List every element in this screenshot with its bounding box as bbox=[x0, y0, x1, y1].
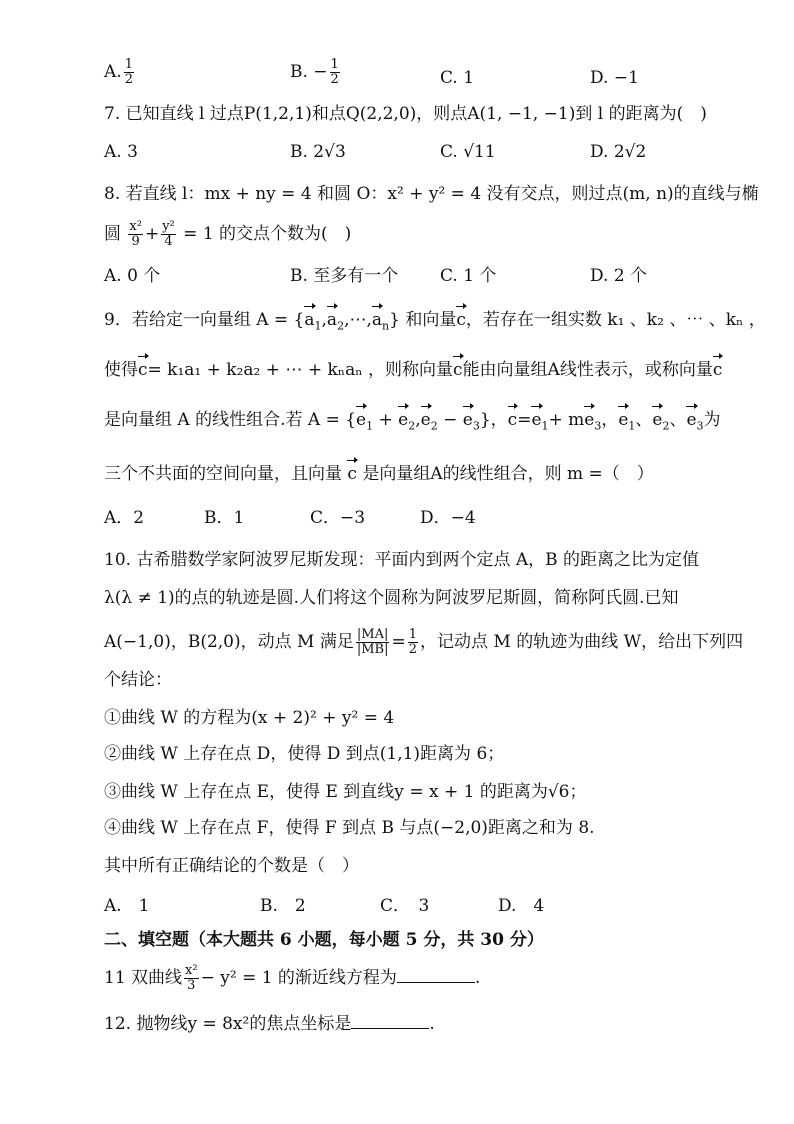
q6-option-a[interactable]: A. $\frac{1}{2}$ bbox=[104, 57, 133, 87]
q8-stem-line-1: 8. 若直线 l：mx + ny = 4 和圆 O：x² + y² = 4 没有交点，则过点(m, n)的直线与椭 bbox=[104, 184, 759, 204]
fraction-ma-mb: $\frac{|MA|}{|MB|}$ bbox=[356, 627, 389, 657]
q10-option-b[interactable]: B. 2 bbox=[260, 896, 306, 916]
q11-stem: 11 双曲线 $\frac{\text{x²}}{3}$ − y² = 1 的渐近线方程为 . bbox=[104, 963, 481, 993]
q10-question: 其中所有正确结论的个数是（ ） bbox=[104, 856, 359, 876]
q9-options bbox=[104, 506, 724, 546]
q9-line-1: 9．若给定一向量组 $A = \{a_1,a_2,\cdots,a_n\}$ 和向量c，若存在一组实数 k₁ 、k₂ 、⋯ 、kₙ ， bbox=[104, 310, 766, 333]
q10-line-3: A(−1,0)，B(2,0)，动点 M 满足 $\frac{|MA|}{|MB|}$ = $\frac{1}{2}$ ，记动点 M 的轨迹为曲线 W，给出下列四 bbox=[104, 627, 744, 657]
q8-option-d[interactable]: D. 2 个 bbox=[590, 266, 648, 286]
q10-line-1: 10. 古希腊数学家阿波罗尼斯发现：平面内到两个定点 A，B 的距离之比为定值 bbox=[104, 550, 700, 570]
q7-stem: 7. 已知直线 l 过点P(1,2,1)和点Q(2,2,0)，则点A(1, −1, −1)到 l 的距离为( ) bbox=[104, 104, 707, 124]
fraction-y2-4: $\frac{\text{y²}}{4}$ bbox=[162, 219, 175, 249]
q10-conclusion-2: ②曲线 W 上存在点 D，使得 D 到点(1,1)距离为 6； bbox=[104, 744, 505, 764]
q6-option-b[interactable]: B. − $\frac{1}{2}$ bbox=[290, 57, 339, 87]
q10-conclusion-1: ①曲线 W 的方程为(x + 2)² + y² = 4 bbox=[104, 708, 395, 728]
q10-conclusion-3: ③曲线 W 上存在点 E，使得 E 到直线y = x + 1 的距离为√6； bbox=[104, 782, 587, 802]
q12-stem: 12. 抛物线y = 8x²的焦点坐标是 . bbox=[104, 1014, 435, 1034]
q7-option-a[interactable]: A. 3 bbox=[104, 142, 138, 162]
q6-option-c[interactable]: C. 1 bbox=[440, 68, 475, 88]
q7-option-b[interactable]: B. 2√3 bbox=[290, 142, 346, 162]
fraction-x2-9: $\frac{\text{x²}}{9}$ bbox=[129, 219, 142, 249]
fraction: $\frac{1}{2}$ bbox=[124, 57, 133, 87]
fraction-x2-3: $\frac{\text{x²}}{3}$ bbox=[185, 963, 198, 993]
q9-line-3: 是向量组 A 的线性组合.若 $A = \{e_1 + e_2,e_2 - e_3\}$，$c=e_1+ me_3$，$e_1$、$e_2$、$e_3$为 bbox=[104, 410, 721, 433]
q8-option-b[interactable]: B. 至多有一个 bbox=[290, 266, 399, 286]
q8-stem-line-2: 圆 $\frac{\text{x²}}{9}$ + $\frac{\text{y²}}{4}$ = 1 的交点个数为( ) bbox=[104, 219, 352, 249]
q9-option-c[interactable]: C．−3 bbox=[310, 508, 366, 528]
q9-option-b[interactable]: B．1 bbox=[204, 508, 245, 528]
q7-option-c[interactable]: C. √11 bbox=[440, 142, 496, 162]
q8-option-a[interactable]: A. 0 个 bbox=[104, 266, 161, 286]
q10-line-2: λ(λ ≠ 1)的点的轨迹是圆.人们将这个圆称为阿波罗尼斯圆，简称阿氏圆.已知 bbox=[104, 588, 679, 608]
q12-answer-blank[interactable] bbox=[351, 1014, 429, 1029]
q10-option-d[interactable]: D. 4 bbox=[498, 896, 545, 916]
q9-line-4: 三个不共面的空间向量，且向量 c 是向量组A的线性组合，则 m =（ ） bbox=[104, 464, 654, 484]
q10-line-4: 个结论： bbox=[104, 670, 172, 690]
q6-option-d[interactable]: D. −1 bbox=[590, 68, 639, 88]
q8-option-c[interactable]: C. 1 个 bbox=[440, 266, 497, 286]
q10-option-a[interactable]: A. 1 bbox=[104, 896, 150, 916]
q6-options bbox=[104, 58, 724, 98]
q11-answer-blank[interactable] bbox=[397, 968, 475, 983]
fraction-one-half: $\frac{1}{2}$ bbox=[408, 627, 417, 657]
q10-conclusion-4: ④曲线 W 上存在点 F，使得 F 到点 B 与点(−2,0)距离之和为 8. bbox=[104, 818, 595, 838]
q9-option-d[interactable]: D．−4 bbox=[420, 508, 476, 528]
q7-option-d[interactable]: D. 2√2 bbox=[590, 142, 647, 162]
q7-options bbox=[104, 140, 724, 180]
q8-options bbox=[104, 264, 724, 304]
q9-line-2: 使得c= k₁a₁ + k₂a₂ + ⋯ + kₙaₙ ，则称向量c能由向量组A线性表示，或称向量c bbox=[104, 360, 723, 380]
q10-option-c[interactable]: C． 3 bbox=[380, 896, 430, 916]
section-title-fill-in-blank: 二、填空题（本大题共 6 小题，每小题 5 分，共 30 分） bbox=[104, 930, 544, 950]
fraction: $\frac{1}{2}$ bbox=[330, 57, 339, 87]
q9-option-a[interactable]: A．2 bbox=[104, 508, 145, 528]
